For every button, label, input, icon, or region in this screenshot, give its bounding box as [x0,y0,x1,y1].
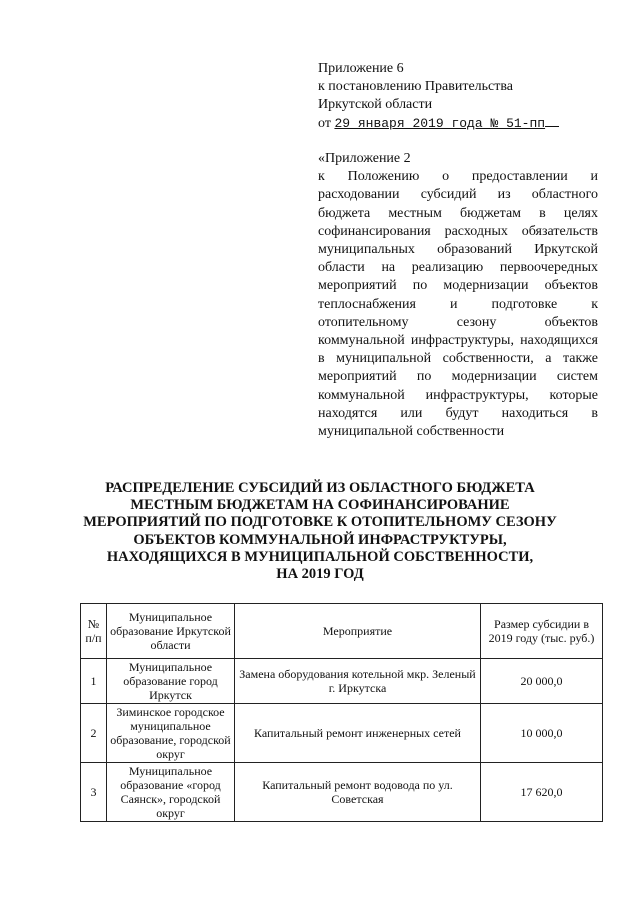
title-line: ОБЪЕКТОВ КОММУНАЛЬНОЙ ИНФРАСТРУКТУРЫ, [133,531,507,548]
appendix-number: Приложение 6 [318,61,404,76]
cell-num: 2 [81,704,107,763]
cell-measure: Замена оборудования котельной мкр. Зеленый г. Иркутска [235,659,481,704]
header-measure: Мероприятие [235,604,481,659]
table-row [81,659,603,704]
date-underline-tail [545,114,559,127]
annex-heading: «Приложение 2 [318,151,411,166]
cell-municipality: Муниципальное образование «город Саянск», городской округ [107,763,235,822]
annex-reference [318,150,598,441]
cell-municipality: Зиминское городское муниципальное образование, городской округ [107,704,235,763]
header-municipality: Муниципальное образование Иркутской области [107,604,235,659]
cell-amount: 20 000,0 [481,659,603,704]
table-row [81,763,603,822]
date-prefix: от [318,116,335,131]
cell-amount: 10 000,0 [481,704,603,763]
title-line: НА 2019 ГОД [276,566,364,583]
cell-measure: Капитальный ремонт водовода по ул. Советская [235,763,481,822]
cell-municipality: Муниципальное образование город Иркутск [107,659,235,704]
cell-amount: 17 620,0 [481,763,603,822]
date-value: 29 января 2019 года № 51-пп [334,116,546,131]
cell-num: 1 [81,659,107,704]
title-line: НАХОДЯЩИХСЯ В МУНИЦИПАЛЬНОЙ СОБСТВЕННОСТИ, [106,548,534,565]
title-line: МЕСТНЫМ БЮДЖЕТАМ НА СОФИНАНСИРОВАНИЕ [130,497,510,514]
table-header-row [81,604,603,659]
annex-text: к Положению о предоставлении и расходовании субсидий из областного бюджета местным бюджетам в целях софинансирования расходных обязательств муниципальных образований Иркутской области на реализацию первоочередных мероприятий по модернизации объектов теплоснабжения и подготовке к отопительному сезону объектов коммунальной инфраструктуры, находящихся в муниципальной собственности, а также мероприятий по модернизации систем коммунальной инфраструктуры, которые находятся или будут находиться в муниципальной собственности [318,169,598,440]
cell-measure: Капитальный ремонт инженерных сетей [235,704,481,763]
table-row [81,704,603,763]
cell-num: 3 [81,763,107,822]
title-line: МЕРОПРИЯТИЙ ПО ПОДГОТОВКЕ К ОТОПИТЕЛЬНОМУ СЕЗОНУ [83,514,557,531]
header-amount: Размер субсидии в 2019 году (тыс. руб.) [481,604,603,659]
appendix-resolution: к постановлению Правительства [318,79,514,94]
document-title [70,480,570,583]
appendix-region: Иркутской области [318,97,433,112]
appendix-reference [318,60,600,133]
title-line: РАСПРЕДЕЛЕНИЕ СУБСИДИЙ ИЗ ОБЛАСТНОГО БЮДЖЕТА [105,480,535,496]
header-num: № п/п [81,604,107,659]
subsidy-table [80,603,603,822]
appendix-date-line [318,114,600,133]
